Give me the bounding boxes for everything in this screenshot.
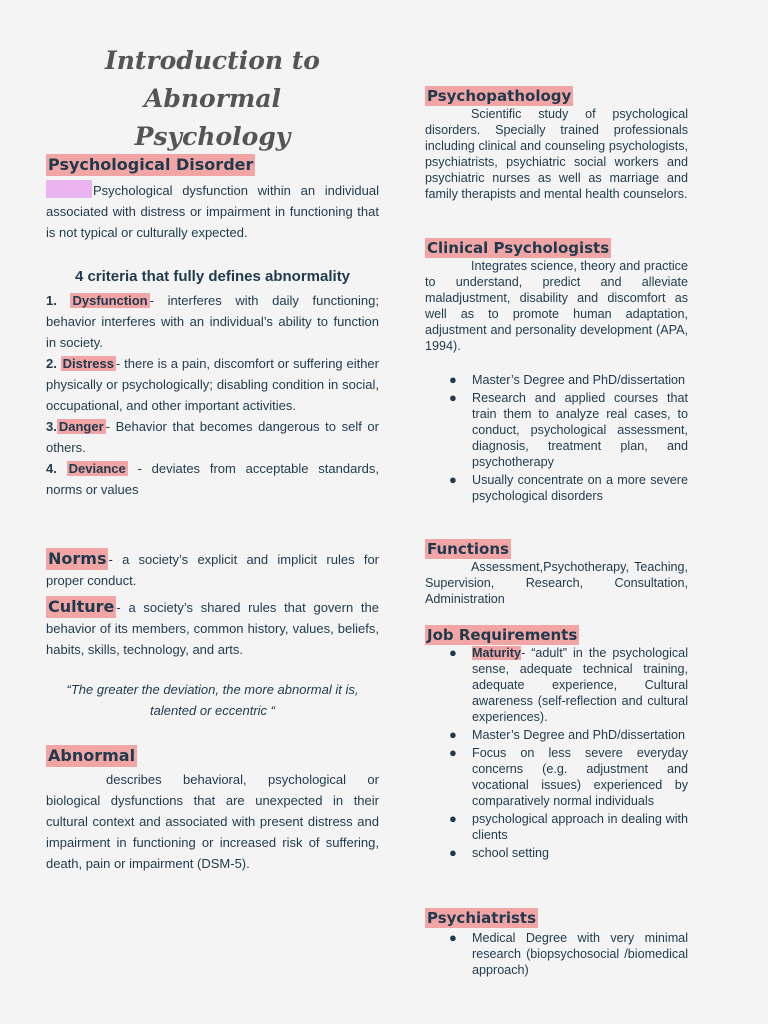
list-item: ● Medical Degree with very minimal research (biopsychosocial /biomedical approach) [449, 930, 688, 977]
list-item: ● Research and applied courses that train them to analyze real cases, to conduct, psychological assessment, diagnosis, treatment plan, and psychotherapy [449, 390, 688, 469]
list-item: ● Focus on less severe everyday concerns (e.g. adjustment and vocational issues) experienced by comparatively normal individuals [449, 745, 688, 808]
quote-line-2: talented or eccentric “ [149, 703, 275, 718]
job-bullet-list [425, 645, 688, 861]
culture-definition: Culture - a society’s shared rules that govern the behavior of its members, common history, values, beliefs, habits, skills, technology, and arts. [46, 597, 379, 657]
section-criteria [46, 266, 379, 500]
heading-functions: Functions [427, 540, 509, 558]
document-title [40, 42, 385, 156]
criterion-2: 2. Distress - there is a pain, discomfort or suffering either physically or psychologically; disabling condition in social, occupational, and other important activities. [46, 356, 379, 413]
quote-line-1: “The greater the deviation, the more abnormal it is, [66, 682, 359, 697]
heading-job-requirements: Job Requirements [427, 626, 578, 644]
list-item: ● Master’s Degree and PhD/dissertation [449, 372, 686, 387]
section-clinical-psychologists [425, 238, 688, 506]
title-line-2: Psychology [134, 122, 291, 151]
heading-abnormal: Abnormal [48, 746, 136, 765]
section-psychological-disorder [46, 154, 379, 243]
list-item: ● Usually concentrate on a more severe psychological disorders [449, 472, 688, 503]
section-psychopathology [425, 86, 688, 202]
criterion-1: 1. Dysfunction - interferes with daily functioning; behavior interferes with an individual’s ability to function in society. [46, 293, 379, 350]
psychological-disorder-definition: Psychological dysfunction within an individual associated with distress or impairment in functioning that is not typical or culturally expected. [46, 180, 379, 243]
psychiatrists-bullet-list [425, 930, 688, 978]
criterion-3: 3. Danger - Behavior that becomes dangerous to self or others. [46, 419, 379, 455]
norms-term: Norms [48, 549, 107, 568]
section-job-requirements [425, 625, 688, 863]
list-item: ● psychological approach in dealing with clients [449, 811, 688, 842]
section-psychiatrists [425, 908, 688, 980]
heading-psychological-disorder: Psychological Disorder [48, 155, 254, 174]
criterion-4: 4. Deviance - deviates from acceptable standards, norms or values [46, 461, 379, 497]
list-item: ● Master’s Degree and PhD/dissertation [449, 727, 686, 742]
highlight-swatch [46, 180, 92, 198]
heading-clinical-psychologists: Clinical Psychologists [427, 239, 610, 257]
psychopathology-definition: Scientific study of psychological disorders. Specially trained professionals including clinical and counseling psychologists, psychiatrists, psychiatric social workers and psychiatric nurses as well as marriage and family therapists and mental health counselors. [425, 107, 688, 201]
title-line-1: Introduction to Abnormal [105, 46, 320, 113]
heading-psychopathology: Psychopathology [427, 87, 572, 105]
section-norms [46, 548, 379, 591]
norms-definition: Norms - a society’s explicit and implicit rules for proper conduct. [46, 549, 379, 588]
criteria-heading: 4 criteria that fully defines abnormality [74, 268, 351, 285]
section-quote [46, 679, 379, 721]
functions-text: Assessment,Psychotherapy, Teaching, Supervision, Research, Consultation, Administration [425, 560, 688, 606]
clinical-bullet-list [425, 372, 688, 504]
heading-psychiatrists: Psychiatrists [427, 909, 537, 927]
culture-term: Culture [48, 597, 115, 616]
list-item: ● Maturity- “adult” in the psychological sense, adequate technical training, adequate experience, Cultural awareness (self-reflection and cultural experiences). [449, 645, 688, 724]
section-functions [425, 539, 688, 607]
section-abnormal [46, 745, 379, 874]
section-culture [46, 596, 379, 660]
clinical-definition: Integrates science, theory and practice to understand, predict and alleviate maladjustment, disability and discomfort as well as to promote human adaptation, adjustment and personality development (APA, 1994). [425, 259, 688, 353]
list-item: ● school setting [449, 845, 550, 860]
abnormal-definition: describes behavioral, psychological or biological dysfunctions that are unexpected in their cultural context and associated with present distress and impairment in functioning or increased risk of suffering, death, pain or impairment (DSM-5). [46, 772, 379, 871]
